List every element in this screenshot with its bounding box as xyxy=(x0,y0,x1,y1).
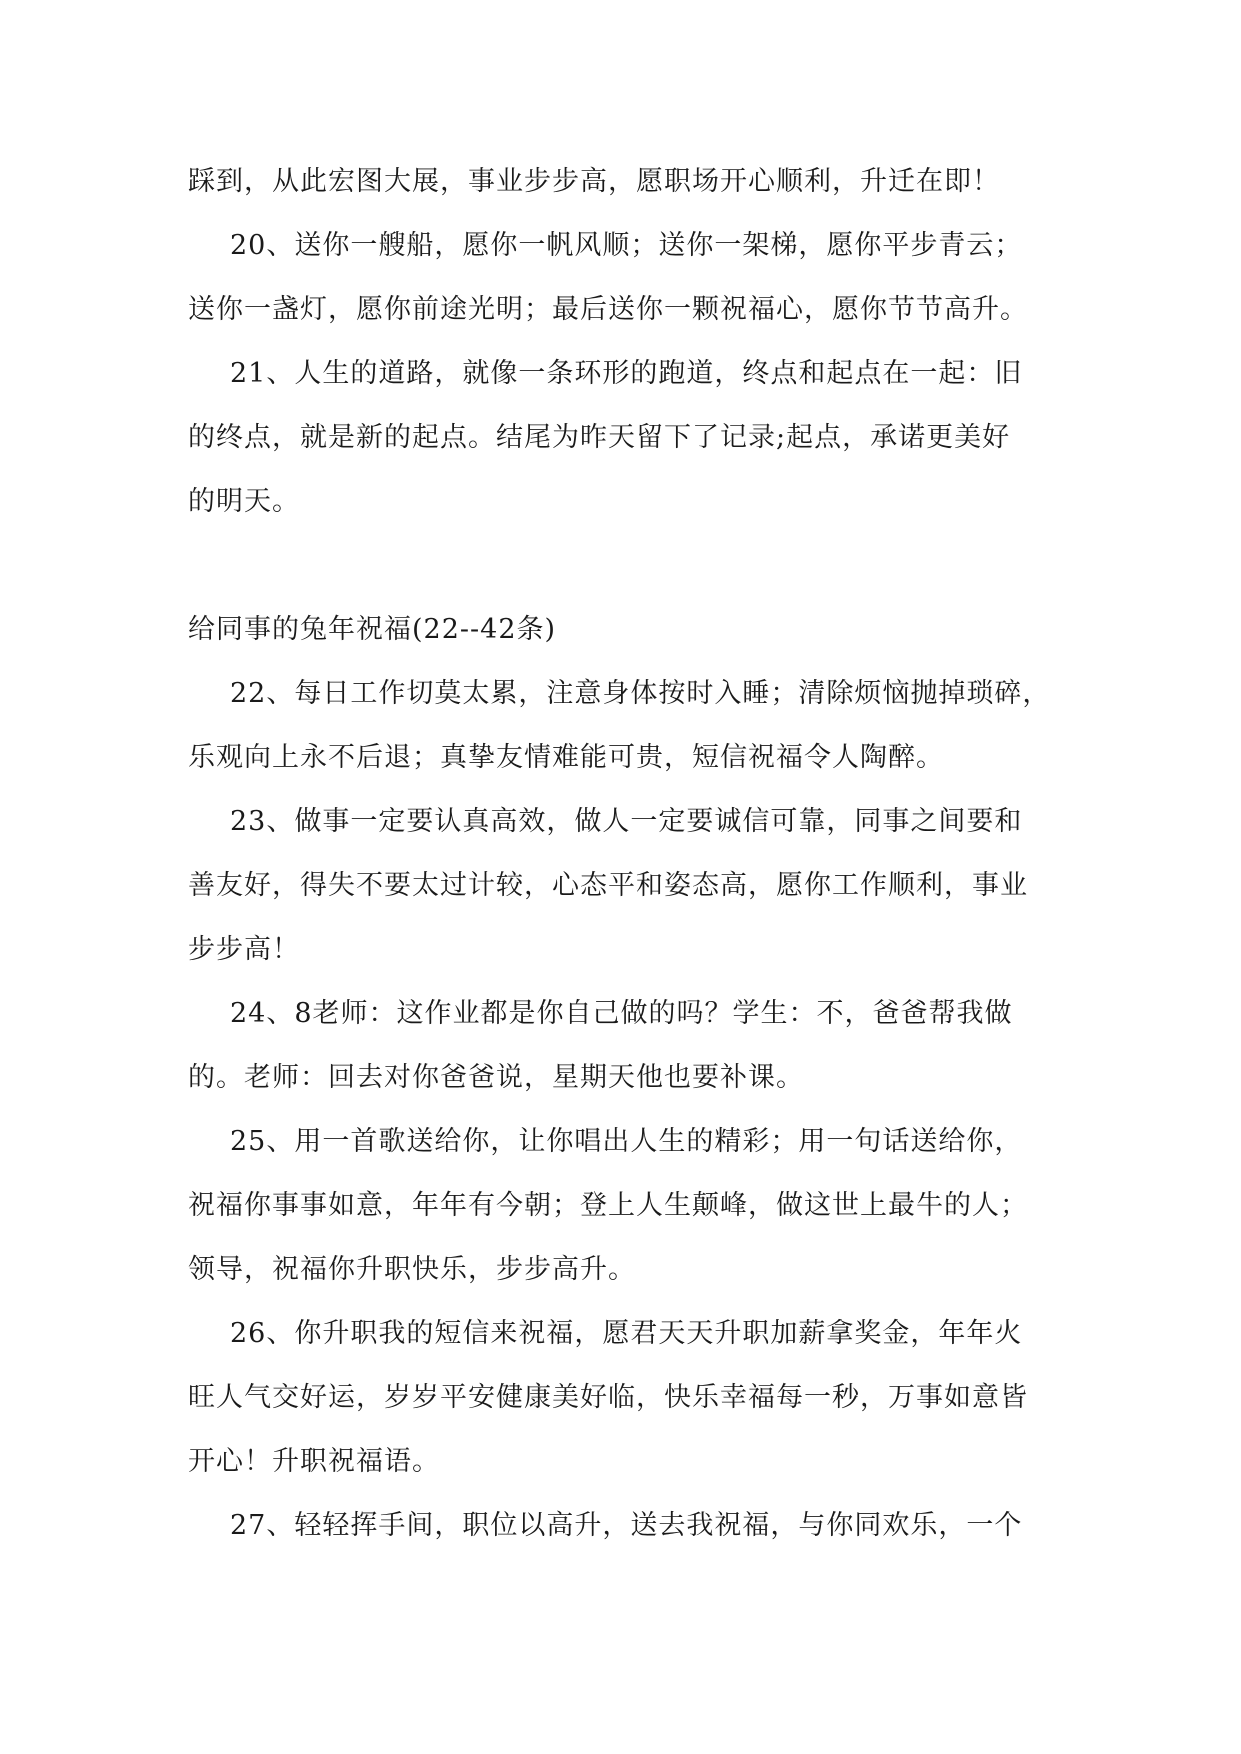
paragraph-line: 27、轻轻挥手间，职位以高升，送去我祝福，与你同欢乐，一个 xyxy=(230,1510,1023,1541)
paragraph-line: 开心！升职祝福语。 xyxy=(188,1446,440,1477)
paragraph-line: 步步高！ xyxy=(188,934,300,965)
paragraph-line: 的终点，就是新的起点。结尾为昨天留下了记录;起点，承诺更美好 xyxy=(188,422,1011,453)
paragraph-line: 领导，祝福你升职快乐，步步高升。 xyxy=(188,1254,636,1285)
section-heading: 给同事的兔年祝福(22--42条) xyxy=(188,614,557,645)
paragraph-line: 踩到，从此宏图大展，事业步步高，愿职场开心顺利，升迁在即！ xyxy=(188,166,1000,197)
blank-line xyxy=(188,534,1068,598)
paragraph-line: 25、用一首歌送给你，让你唱出人生的精彩；用一句话送给你， xyxy=(230,1126,1023,1157)
paragraph-line: 21、人生的道路，就像一条环形的跑道，终点和起点在一起：旧 xyxy=(230,358,1023,389)
document-body xyxy=(188,150,1068,1558)
paragraph-line: 的。老师：回去对你爸爸说，星期天他也要补课。 xyxy=(188,1062,804,1093)
paragraph-line: 24、8老师：这作业都是你自己做的吗？学生：不，爸爸帮我做 xyxy=(230,998,1013,1029)
paragraph-line: 旺人气交好运，岁岁平安健康美好临，快乐幸福每一秒，万事如意皆 xyxy=(188,1382,1028,1413)
paragraph-line: 的明天。 xyxy=(188,486,300,517)
paragraph-line: 26、你升职我的短信来祝福，愿君天天升职加薪拿奖金，年年火 xyxy=(230,1318,1023,1349)
paragraph-line: 祝福你事事如意，年年有今朝；登上人生颠峰，做这世上最牛的人； xyxy=(188,1190,1028,1221)
paragraph-line: 乐观向上永不后退；真挚友情难能可贵，短信祝福令人陶醉。 xyxy=(188,742,944,773)
paragraph-line: 善友好，得失不要太过计较，心态平和姿态高，愿你工作顺利，事业 xyxy=(188,870,1028,901)
paragraph-line: 23、做事一定要认真高效，做人一定要诚信可靠，同事之间要和 xyxy=(230,806,1023,837)
paragraph-line: 22、每日工作切莫太累，注意身体按时入睡；清除烦恼抛掉琐碎， xyxy=(230,678,1051,709)
paragraph-line: 20、送你一艘船，愿你一帆风顺；送你一架梯，愿你平步青云； xyxy=(230,230,1023,261)
paragraph-line: 送你一盏灯，愿你前途光明；最后送你一颗祝福心，愿你节节高升。 xyxy=(188,294,1028,325)
